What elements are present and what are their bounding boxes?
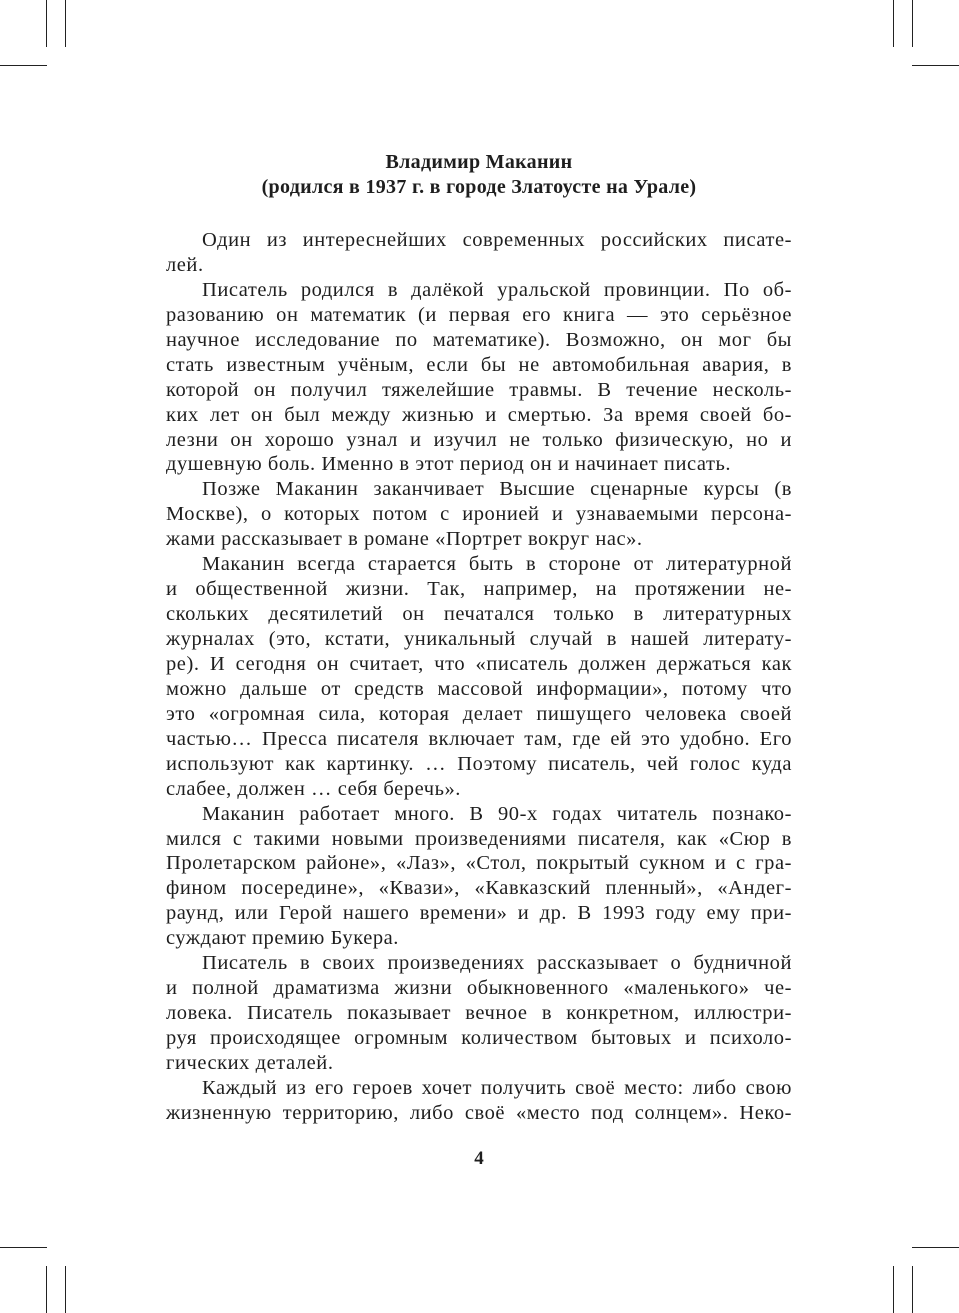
crop-mark <box>912 65 959 66</box>
text-line: Москве), о которых потом с иронией и узнаваемыми персона- <box>166 503 792 526</box>
crop-mark <box>912 0 913 47</box>
text-line: научное исследование по математике). Возможно, он мог бы <box>166 328 792 351</box>
text-line: журналах (это, кстати, уникальный случай в нашей литерату- <box>166 628 792 650</box>
paragraph <box>166 228 792 278</box>
crop-mark <box>65 1266 66 1313</box>
text-line: используют как картинку. … Поэтому писатель, чей голос куда <box>166 752 792 775</box>
text-line: которой он получил тяжелейшие травмы. В течение несколь- <box>166 378 792 401</box>
text-line: Пролетарском районе», «Лаз», «Стол, покрытый сукном и с гра- <box>166 852 792 875</box>
page-number: 4 <box>474 1148 484 1169</box>
crop-mark <box>0 65 47 66</box>
text-line: слабее, должен … себя беречь». <box>166 777 461 800</box>
text-line: Каждый из его героев хочет получить своё место: либо свою <box>202 1076 792 1099</box>
body-text <box>166 228 792 1126</box>
text-line: Маканин всегда старается быть в стороне от литературной <box>202 553 792 576</box>
text-line: ких лет он был между жизнью и смертью. За время своей бо- <box>166 403 792 426</box>
text-line: мился с такими новыми произведениями писателя, как «Сюр в <box>166 827 792 850</box>
text-line: Писатель в своих произведениях рассказывает о будничной <box>202 952 792 975</box>
text-line: частью… Пресса писателя включает там, где ей это удобно. Его <box>166 727 792 750</box>
paragraph <box>166 1076 792 1126</box>
text-line: суждают премию Букера. <box>166 927 399 950</box>
text-line: жизненную территорию, либо своё «место под солнцем». Неко- <box>166 1101 792 1124</box>
text-line: Позже Маканин заканчивает Высшие сценарные курсы (в <box>202 478 792 501</box>
author-subtitle: (родился в 1937 г. в городе Златоусте на Урале) <box>261 176 697 198</box>
crop-mark <box>893 0 894 47</box>
text-line: лезни он хорошо узнал и изучил не только физическую, но и <box>166 428 792 451</box>
crop-mark <box>65 0 66 47</box>
text-line: ловека. Писатель показывает вечное в конкретном, иллюстри- <box>166 1002 792 1025</box>
paragraph <box>166 552 792 801</box>
text-line: жами рассказывает в романе «Портрет вокруг нас». <box>166 528 643 551</box>
paragraph <box>166 951 792 1076</box>
author-heading: Владимир Маканин <box>385 151 573 173</box>
text-line: скольких десятилетий он печатался только в литературных <box>166 603 792 626</box>
crop-mark <box>46 1266 47 1313</box>
text-line: душевную боль. Именно в этот период он и начинает писать. <box>166 453 732 476</box>
text-line: можно дальше от средств массовой информации», потому что <box>166 677 792 700</box>
crop-mark <box>912 1266 913 1313</box>
crop-mark <box>0 1247 47 1248</box>
paragraph <box>166 278 792 478</box>
text-line: разованию он математик (и первая его книга — это серьёзное <box>166 303 792 326</box>
text-line: и общественной жизни. Так, например, на протяжении не- <box>166 578 792 601</box>
text-line: Маканин работает много. В 90-х годах читатель познако- <box>202 802 792 825</box>
text-line: руя происходящее огромным количеством бытовых и психоло- <box>166 1027 792 1049</box>
text-line: Один из интереснейших современных российских писате- <box>202 229 792 251</box>
crop-mark <box>912 1247 959 1248</box>
text-line: лей. <box>166 253 204 276</box>
text-line: раунд, или Герой нашего времени» и др. В 1993 году ему при- <box>166 902 792 925</box>
crop-mark <box>893 1266 894 1313</box>
text-line: стать известным учёным, если бы не автомобильная авария, в <box>166 353 792 376</box>
text-line: ре). И сегодня он считает, что «писатель должен держаться как <box>166 652 792 675</box>
text-line: гических деталей. <box>166 1051 334 1074</box>
text-line: фином посередине», «Квази», «Кавказский пленный», «Андег- <box>166 877 792 900</box>
text-line: Писатель родился в далёкой уральской провинции. По об- <box>202 278 792 301</box>
text-line: это «огромная сила, которая делает пишущего человека своей <box>166 702 792 725</box>
paragraph <box>166 477 792 552</box>
text-line: и полной драматизма жизни обыкновенного «маленького» че- <box>166 977 792 1000</box>
paragraph <box>166 802 792 952</box>
crop-mark <box>46 0 47 47</box>
